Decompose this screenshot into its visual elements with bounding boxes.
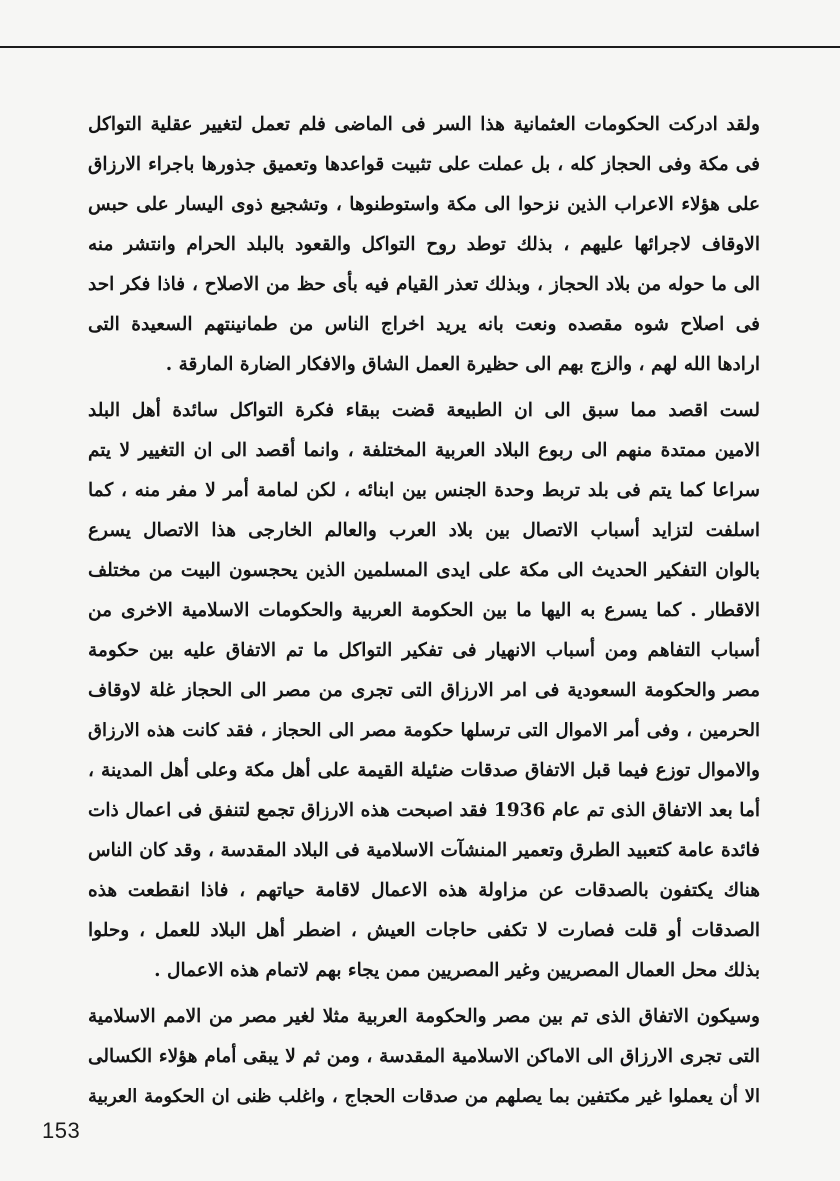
text-line: الصدقات أو قلت فصارت لا تكفى حاجات العيش ، اضطر أهل البلاد للعمل ، وحلوا xyxy=(88,920,760,941)
text-line: اسلفت لتزايد أسباب الاتصال بين بلاد العرب والعالم الخارجى هذا الاتصال يسرع xyxy=(88,520,760,541)
text-line: الامين ممتدة منهم الى ربوع البلاد العربية المختلفة ، وانما أقصد الى ان التغيير لا يتم xyxy=(88,440,760,461)
page-number: 153 xyxy=(42,1118,81,1143)
header-rule xyxy=(0,46,840,48)
text-line: هناك يكتفون بالصدقات عن مزاولة هذه الاعمال لاقامة حياتهم ، فاذا انقطعت هذه xyxy=(88,880,760,901)
text-line: الحرمين ، وفى أمر الاموال التى ترسلها حكومة مصر الى الحجاز ، فقد كانت هذه الارزاق xyxy=(88,720,760,741)
text-line: التى تجرى الارزاق الى الاماكن الاسلامية المقدسة ، ومن ثم لا يبقى أمام هؤلاء الكسالى xyxy=(88,1046,760,1067)
text-line: أسباب التفاهم ومن أسباب الانهيار فى تفكير التواكل ما تم الاتفاق عليه بين حكومة xyxy=(88,640,760,661)
paragraph-1 xyxy=(88,105,760,385)
text-line: الى ما حوله من بلاد الحجاز ، وبذلك تعذر القيام فيه بأى حظ من الاصلاح ، فاذا فكر احد xyxy=(88,274,760,295)
text-line: الاقطار . كما يسرع به اليها ما بين الحكومة العربية والحكومات الاسلامية الاخرى من xyxy=(88,600,760,621)
text-line: ارادها الله لهم ، والزج بهم الى حظيرة العمل الشاق والافكار الضارة المارقة . xyxy=(165,354,760,375)
text-line: فى مكة وفى الحجاز كله ، بل عملت على تثبيت قواعدها وتعميق جذورها باجراء الارزاق xyxy=(88,154,760,175)
page-body xyxy=(88,105,760,1117)
text-line: والاموال توزع فيما قبل الاتفاق صدقات ضئيلة القيمة على أهل مكة وعلى أهل المدينة ، xyxy=(88,760,760,781)
text-line: وسيكون الاتفاق الذى تم بين مصر والحكومة العربية مثلا لغير مصر من الامم الاسلامية xyxy=(88,1006,760,1027)
text-line: أما بعد الاتفاق الذى تم عام 1936 فقد اصبحت هذه الارزاق تجمع لتنفق فى اعمال ذات xyxy=(88,800,760,821)
text-line: مصر والحكومة السعودية فى امر الارزاق التى تجرى من مصر الى الحجاز غلة لاوقاف xyxy=(88,680,760,701)
paragraph-2 xyxy=(88,391,760,991)
text-line: بذلك محل العمال المصريين وغير المصريين ممن يجاء بهم لاتمام هذه الاعمال . xyxy=(154,960,760,981)
paragraph-3 xyxy=(88,997,760,1117)
text-line: الاوقاف لاجرائها عليهم ، بذلك توطد روح التواكل والقعود بالبلد الحرام وانتشر منه xyxy=(88,234,760,255)
text-line: لست اقصد مما سبق الى ان الطبيعة قضت ببقاء فكرة التواكل سائدة أهل البلد xyxy=(88,400,760,421)
text-line: فى اصلاح شوه مقصده ونعت بانه يريد اخراج الناس من طمانينتهم السعيدة التى xyxy=(88,314,760,335)
text-line: على هؤلاء الاعراب الذين نزحوا الى مكة واستوطنوها ، وتشجيع ذوى اليسار على حبس xyxy=(88,194,760,215)
text-line: فائدة عامة كتعبيد الطرق وتعمير المنشآت الاسلامية فى البلاد المقدسة ، وقد كان الناس xyxy=(88,840,760,861)
text-line: الا أن يعملوا غير مكتفين بما يصلهم من صدقات الحجاج ، واغلب ظنى ان الحكومة العربية xyxy=(88,1086,760,1107)
text-line: سراعا كما يتم فى بلد تربط وحدة الجنس بين ابنائه ، لكن لمامة أمر لا مفر منه ، كما xyxy=(88,480,760,501)
text-line: بالوان التفكير الحديث الى مكة على ايدى المسلمين الذين يحجسون البيت من مختلف xyxy=(88,560,760,581)
text-line: ولقد ادركت الحكومات العثمانية هذا السر فى الماضى فلم تعمل لتغيير عقلية التواكل xyxy=(88,114,760,135)
